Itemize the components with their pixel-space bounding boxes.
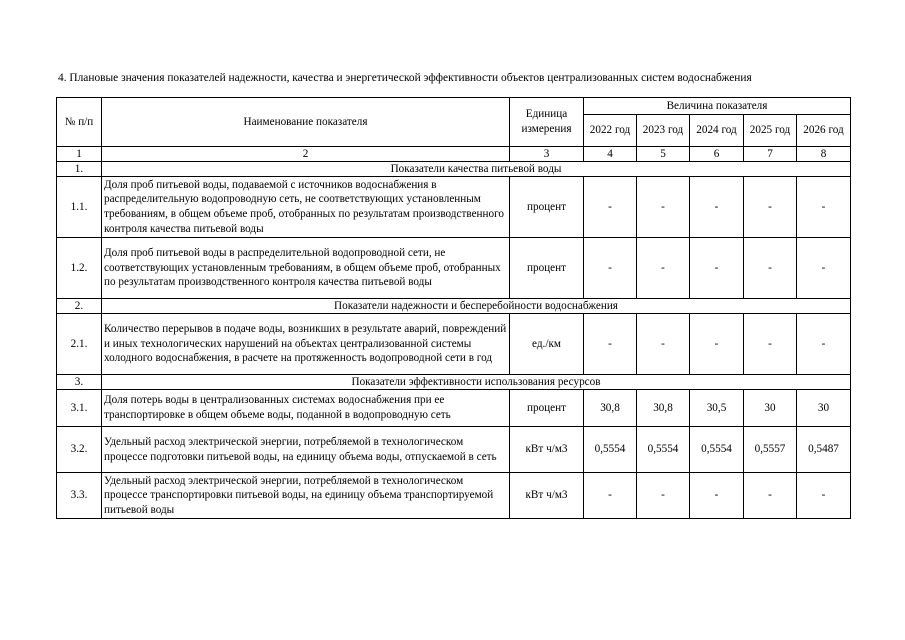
row-unit: кВт ч/м3 — [510, 427, 584, 473]
row-value: - — [797, 314, 851, 375]
row-name: Количество перерывов в подаче воды, возникших в результате аварий, повреждений и иных технологических нарушений на объектах централизованной системы холодного водоснабжения, в расчете на протяженность водопроводной сети в год — [102, 314, 510, 375]
row-value: - — [637, 238, 690, 299]
row-value: - — [584, 314, 637, 375]
row-unit: ед./км — [510, 314, 584, 375]
column-number: 2 — [102, 147, 510, 162]
row-num: 1.1. — [57, 177, 102, 238]
section-row — [57, 375, 851, 390]
row-num: 3.3. — [57, 473, 102, 519]
row-value: 0,5554 — [637, 427, 690, 473]
row-value: - — [797, 238, 851, 299]
row-unit: процент — [510, 238, 584, 299]
section-row — [57, 299, 851, 314]
row-num: 3.1. — [57, 390, 102, 427]
column-number: 8 — [797, 147, 851, 162]
header-num: № п/п — [57, 98, 102, 147]
table-row — [57, 473, 851, 519]
header-value-group: Величина показателя — [584, 98, 851, 115]
section-title: Показатели качества питьевой воды — [102, 162, 851, 177]
header-year: 2023 год — [637, 115, 690, 147]
indicators-table — [56, 97, 851, 519]
row-value: 0,5487 — [797, 427, 851, 473]
table-row — [57, 427, 851, 473]
column-number: 7 — [744, 147, 797, 162]
row-value: - — [744, 473, 797, 519]
row-value: - — [637, 177, 690, 238]
row-value: - — [637, 473, 690, 519]
table-row — [57, 238, 851, 299]
table-title: 4. Плановые значения показателей надежности, качества и энергетической эффективности объектов централизованных систем водоснабжения — [58, 72, 752, 84]
column-numbers-row — [57, 147, 851, 162]
row-value: - — [690, 238, 744, 299]
row-num: 1.2. — [57, 238, 102, 299]
row-unit: процент — [510, 390, 584, 427]
row-unit: процент — [510, 177, 584, 238]
row-num: 3.2. — [57, 427, 102, 473]
header-year: 2024 год — [690, 115, 744, 147]
row-unit: кВт ч/м3 — [510, 473, 584, 519]
row-value: - — [690, 177, 744, 238]
header-name: Наименование показателя — [102, 98, 510, 147]
header-year: 2026 год — [797, 115, 851, 147]
row-value: - — [584, 473, 637, 519]
header-year: 2025 год — [744, 115, 797, 147]
row-name: Удельный расход электрической энергии, потребляемой в технологическом процессе подготовки питьевой воды, на единицу объема воды, отпускаемой в сеть — [102, 427, 510, 473]
row-name: Удельный расход электрической энергии, потребляемой в технологическом процессе транспортировки питьевой воды, на единицу объема транспортируемой питьевой воды — [102, 473, 510, 519]
row-value: 30,8 — [637, 390, 690, 427]
row-num: 2.1. — [57, 314, 102, 375]
row-value: - — [797, 177, 851, 238]
row-value: 30 — [744, 390, 797, 427]
column-number: 6 — [690, 147, 744, 162]
row-value: 0,5554 — [584, 427, 637, 473]
table-row — [57, 390, 851, 427]
column-number: 3 — [510, 147, 584, 162]
row-value: - — [744, 177, 797, 238]
section-title: Показатели надежности и бесперебойности водоснабжения — [102, 299, 851, 314]
row-value: 30,8 — [584, 390, 637, 427]
row-name: Доля проб питьевой воды, подаваемой с источников водоснабжения в распределительную водопроводную сеть, не соответствующих установленным требованиям, в общем объеме проб, отобранных по результатам производственного контроля качества питьевой воды — [102, 177, 510, 238]
row-value: - — [584, 177, 637, 238]
section-num: 2. — [57, 299, 102, 314]
row-value: - — [637, 314, 690, 375]
table-row — [57, 314, 851, 375]
row-value: - — [690, 314, 744, 375]
row-value: - — [584, 238, 637, 299]
row-name: Доля проб питьевой воды в распределительной водопроводной сети, не соответствующих установленным требованиям, в общем объеме проб, отобранных по результатам производственного контроля качества питьевой воды — [102, 238, 510, 299]
row-value: - — [797, 473, 851, 519]
row-value: - — [690, 473, 744, 519]
row-value: 0,5554 — [690, 427, 744, 473]
row-value: 30,5 — [690, 390, 744, 427]
row-value: - — [744, 238, 797, 299]
row-value: 0,5557 — [744, 427, 797, 473]
header-unit: Единица измерения — [510, 98, 584, 147]
header-year: 2022 год — [584, 115, 637, 147]
row-value: - — [744, 314, 797, 375]
column-number: 1 — [57, 147, 102, 162]
column-number: 4 — [584, 147, 637, 162]
section-num: 1. — [57, 162, 102, 177]
header-row-1 — [57, 98, 851, 115]
section-num: 3. — [57, 375, 102, 390]
row-value: 30 — [797, 390, 851, 427]
table-row — [57, 177, 851, 238]
section-title: Показатели эффективности использования ресурсов — [102, 375, 851, 390]
section-row — [57, 162, 851, 177]
row-name: Доля потерь воды в централизованных системах водоснабжения при ее транспортировке в общем объеме воды, поданной в водопроводную сеть — [102, 390, 510, 427]
column-number: 5 — [637, 147, 690, 162]
